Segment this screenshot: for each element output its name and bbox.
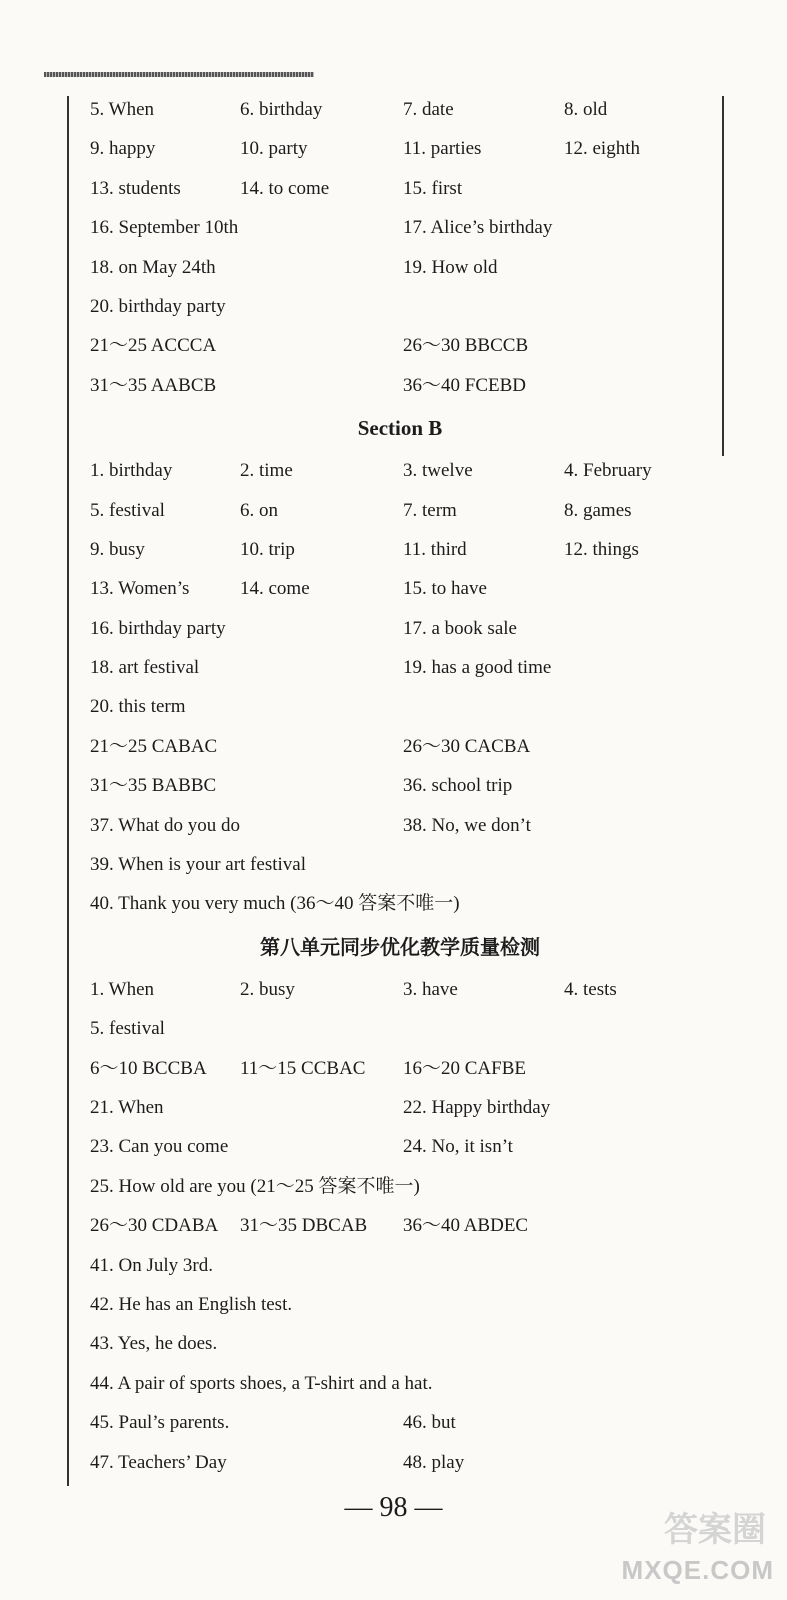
watermark-latin: MXQE.COM [621,1555,774,1585]
answer-item: 26～30 CDABA [90,1215,219,1237]
answer-item: 11～15 CCBAC [240,1057,366,1079]
answer-row [90,1443,710,1482]
answer-item: 7. term [403,499,457,521]
answer-item: 45. Paul’s parents. [90,1412,230,1434]
section-b-answers [90,451,710,924]
answer-row [90,727,710,766]
answer-item: 41. On July 3rd. [90,1254,213,1276]
answer-row [90,648,710,687]
answer-row [90,129,710,168]
answer-item: 6. birthday [240,99,323,120]
answer-item: 3. twelve [403,460,473,482]
answer-item: 16. birthday party [90,617,226,639]
answer-item: 17. a book sale [403,617,517,639]
answer-item: 40. Thank you very much (36～40 答案不唯一) [90,893,460,915]
answer-item: 3. have [403,978,458,1000]
answer-item: 13. students [90,177,181,199]
answer-row [90,1088,710,1127]
answer-row [90,884,710,923]
answer-item: 2. time [240,460,293,482]
answer-item: 23. Can you come [90,1136,229,1158]
answer-item: 18. art festival [90,657,200,679]
answer-row [90,609,710,648]
answer-item: 10. party [240,138,308,160]
answer-item: 14. come [240,578,310,600]
answer-item: 10. trip [240,538,295,560]
answer-row [90,766,710,805]
answer-row [90,806,710,845]
answer-item: 24. No, it isn’t [403,1136,513,1158]
answer-item: 6. on [240,499,278,521]
answer-item: 12. things [564,538,639,560]
answer-item: 20. birthday party [90,295,226,317]
answer-item: 7. date [403,99,454,120]
answer-row [90,1206,710,1245]
left-margin-line [67,96,69,1486]
answer-item: 4. tests [564,978,617,1000]
answer-item: 26～30 CACBA [403,735,531,757]
answer-item: 11. third [403,538,467,560]
answer-row [90,208,710,247]
answer-item: 16. September 10th [90,217,239,239]
answer-item: 38. No, we don’t [403,814,531,836]
answer-item: 18. on May 24th [90,256,216,278]
answer-item: 42. He has an English test. [90,1293,293,1315]
answer-row [90,1246,710,1285]
answer-row [90,1285,710,1324]
answer-item: 21～25 ACCCA [90,335,217,357]
answer-item: 44. A pair of sports shoes, a T-shirt and a hat. [90,1372,433,1394]
answer-item: 22. Happy birthday [403,1096,551,1118]
answer-item: 1. birthday [90,460,173,482]
answer-item: 5. festival [90,499,165,521]
answer-row [90,326,710,365]
answer-item: 2. busy [240,978,295,1000]
answer-row [90,1167,710,1206]
top-decorative-rule [44,72,314,77]
answer-item: 39. When is your art festival [90,854,306,876]
answer-item: 46. but [403,1412,456,1434]
answer-item: 13. Women’s [90,578,190,600]
answer-row [90,845,710,884]
answer-item: 16～20 CAFBE [403,1057,526,1079]
answer-item: 1. When [90,978,155,1000]
answer-item: 9. happy [90,138,156,160]
answer-item: 5. festival [90,1018,165,1040]
answer-item: 19. has a good time [403,657,552,679]
answer-row [90,1403,710,1442]
answer-row [90,366,710,405]
answer-row [90,1324,710,1363]
answer-key-content [90,90,710,1482]
answer-item: 31～35 AABCB [90,374,217,396]
answer-item: 8. games [564,499,632,521]
answer-item: 17. Alice’s birthday [403,217,553,239]
answer-item: 48. play [403,1451,465,1473]
answer-item: 25. How old are you (21～25 答案不唯一) [90,1175,420,1197]
part1-answers [90,90,710,405]
answer-row [90,248,710,287]
answer-item: 4. February [564,460,652,482]
answer-item: 19. How old [403,256,498,278]
answer-item: 21～25 CABAC [90,735,218,757]
watermark-logo [590,1500,780,1590]
answer-row [90,491,710,530]
answer-item: 20. this term [90,696,186,718]
answer-row [90,1127,710,1166]
answer-item: 31～35 DBCAB [240,1215,368,1237]
answer-item: 15. first [403,177,463,199]
answer-item: 36～40 ABDEC [403,1215,529,1237]
answer-item: 9. busy [90,538,145,560]
answer-item: 31～35 BABBC [90,775,217,797]
answer-item: 21. When [90,1096,164,1118]
answer-item: 5. When [90,99,155,120]
answer-row [90,1364,710,1403]
watermark-cjk: 答案圈 [664,1510,766,1550]
answer-item: 37. What do you do [90,814,241,836]
answer-item: 15. to have [403,578,487,600]
answer-item: 36. school trip [403,775,513,797]
unit8-heading: 第八单元同步优化教学质量检测 [260,934,540,959]
answer-row [90,1009,710,1048]
answer-item: 8. old [564,99,608,120]
answer-row [90,687,710,726]
answer-row [90,530,710,569]
answer-item: 26～30 BBCCB [403,335,529,357]
answer-item: 6～10 BCCBA [90,1057,207,1079]
answer-item: 43. Yes, he does. [90,1333,218,1355]
answer-item: 11. parties [403,138,482,160]
answer-item: 36～40 FCEBD [403,374,526,396]
unit8-answers [90,970,710,1482]
answer-item: 14. to come [240,177,330,199]
answer-row [90,1049,710,1088]
right-margin-line [722,96,724,456]
answer-row [90,451,710,490]
answer-item: 47. Teachers’ Day [90,1451,227,1473]
section-b-heading: Section B [357,416,443,441]
answer-row [90,970,710,1009]
answer-row [90,90,710,129]
answer-row [90,169,710,208]
answer-row [90,287,710,326]
answer-item: 12. eighth [564,138,640,160]
answer-row [90,569,710,608]
page-number: — 98 — [344,1492,443,1523]
